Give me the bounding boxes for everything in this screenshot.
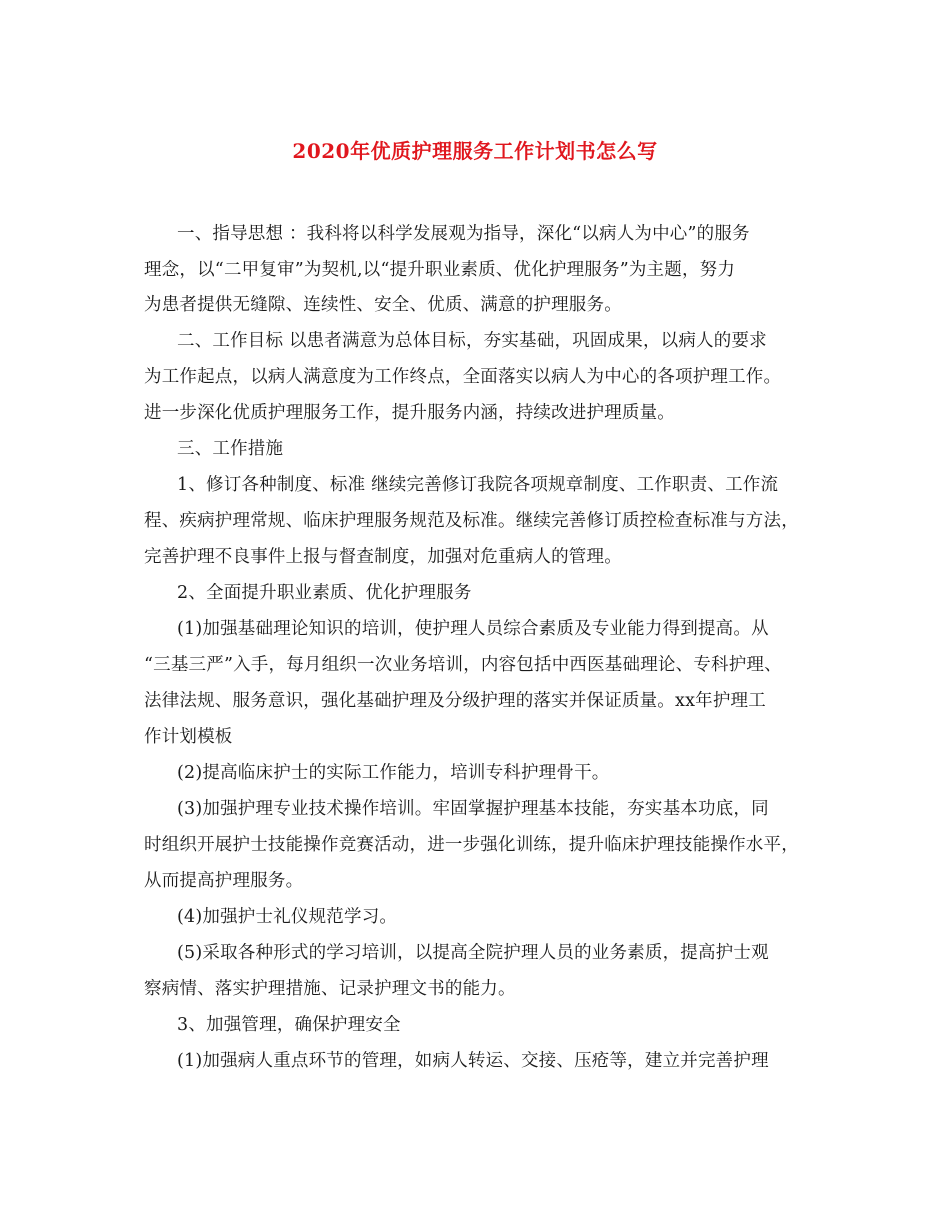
text-line: 2、全面提升职业素质、优化护理服务 <box>177 583 472 603</box>
text-line: 完善护理不良事件上报与督查制度，加强对危重病人的管理。 <box>144 547 622 567</box>
text-line: (5)采取各种形式的学习培训，以提高全院护理人员的业务素质，提高护士观 <box>177 943 769 963</box>
text-line: 二、工作目标 以患者满意为总体目标，夯实基础，巩固成果，以病人的要求 <box>177 331 767 351</box>
text-line: 1、修订各种制度、标准 继续完善修订我院各项规章制度、工作职责、工作流 <box>177 475 779 495</box>
text-line: 时组织开展护士技能操作竞赛活动，进一步强化训练，提升临床护理技能操作水平， <box>144 835 799 855</box>
text-line: (3)加强护理专业技术操作培训。牢固掌握护理基本技能，夯实基本功底，同 <box>177 799 769 819</box>
text-line: 程、疾病护理常规、临床护理服务规范及标准。继续完善修订质控检查标准与方法， <box>144 511 799 531</box>
text-line: 法律法规、服务意识，强化基础护理及分级护理的落实并保证质量。xx年护理工 <box>144 691 766 711</box>
text-line: 为患者提供无缝隙、连续性、安全、优质、满意的护理服务。 <box>144 295 622 315</box>
text-line: 3、加强管理，确保护理安全 <box>177 1015 401 1035</box>
text-line: 察病情、落实护理措施、记录护理文书的能力。 <box>144 979 516 999</box>
document-title: 2020年优质护理服务工作计划书怎么写 <box>292 139 658 163</box>
text-line: 进一步深化优质护理服务工作，提升服务内涵，持续改进护理质量。 <box>144 403 675 423</box>
text-line: (1)加强病人重点环节的管理，如病人转运、交接、压疮等，建立并完善护理 <box>177 1051 769 1071</box>
text-line: 三、工作措施 <box>177 439 284 459</box>
text-line: 为工作起点，以病人满意度为工作终点，全面落实以病人为中心的各项护理工作。 <box>144 367 782 387</box>
text-line: (2)提高临床护士的实际工作能力，培训专科护理骨干。 <box>177 763 610 783</box>
text-line: (1)加强基础理论知识的培训，使护理人员综合素质及专业能力得到提高。从 <box>177 619 769 639</box>
text-line: “三基三严”入手，每月组织一次业务培训，内容包括中西医基础理论、专科护理、 <box>144 655 782 675</box>
text-line: 从而提高护理服务。 <box>144 871 304 891</box>
text-line: 作计划模板 <box>144 727 233 747</box>
text-line: 一、指导思想 ：我科将以科学发展观为指导，深化“以病人为中心”的服务 <box>177 224 750 244</box>
text-line: 理念，以“二甲复审”为契机,以“提升职业素质、优化护理服务”为主题，努力 <box>144 260 736 280</box>
text-line: (4)加强护士礼仪规范学习。 <box>177 907 398 927</box>
